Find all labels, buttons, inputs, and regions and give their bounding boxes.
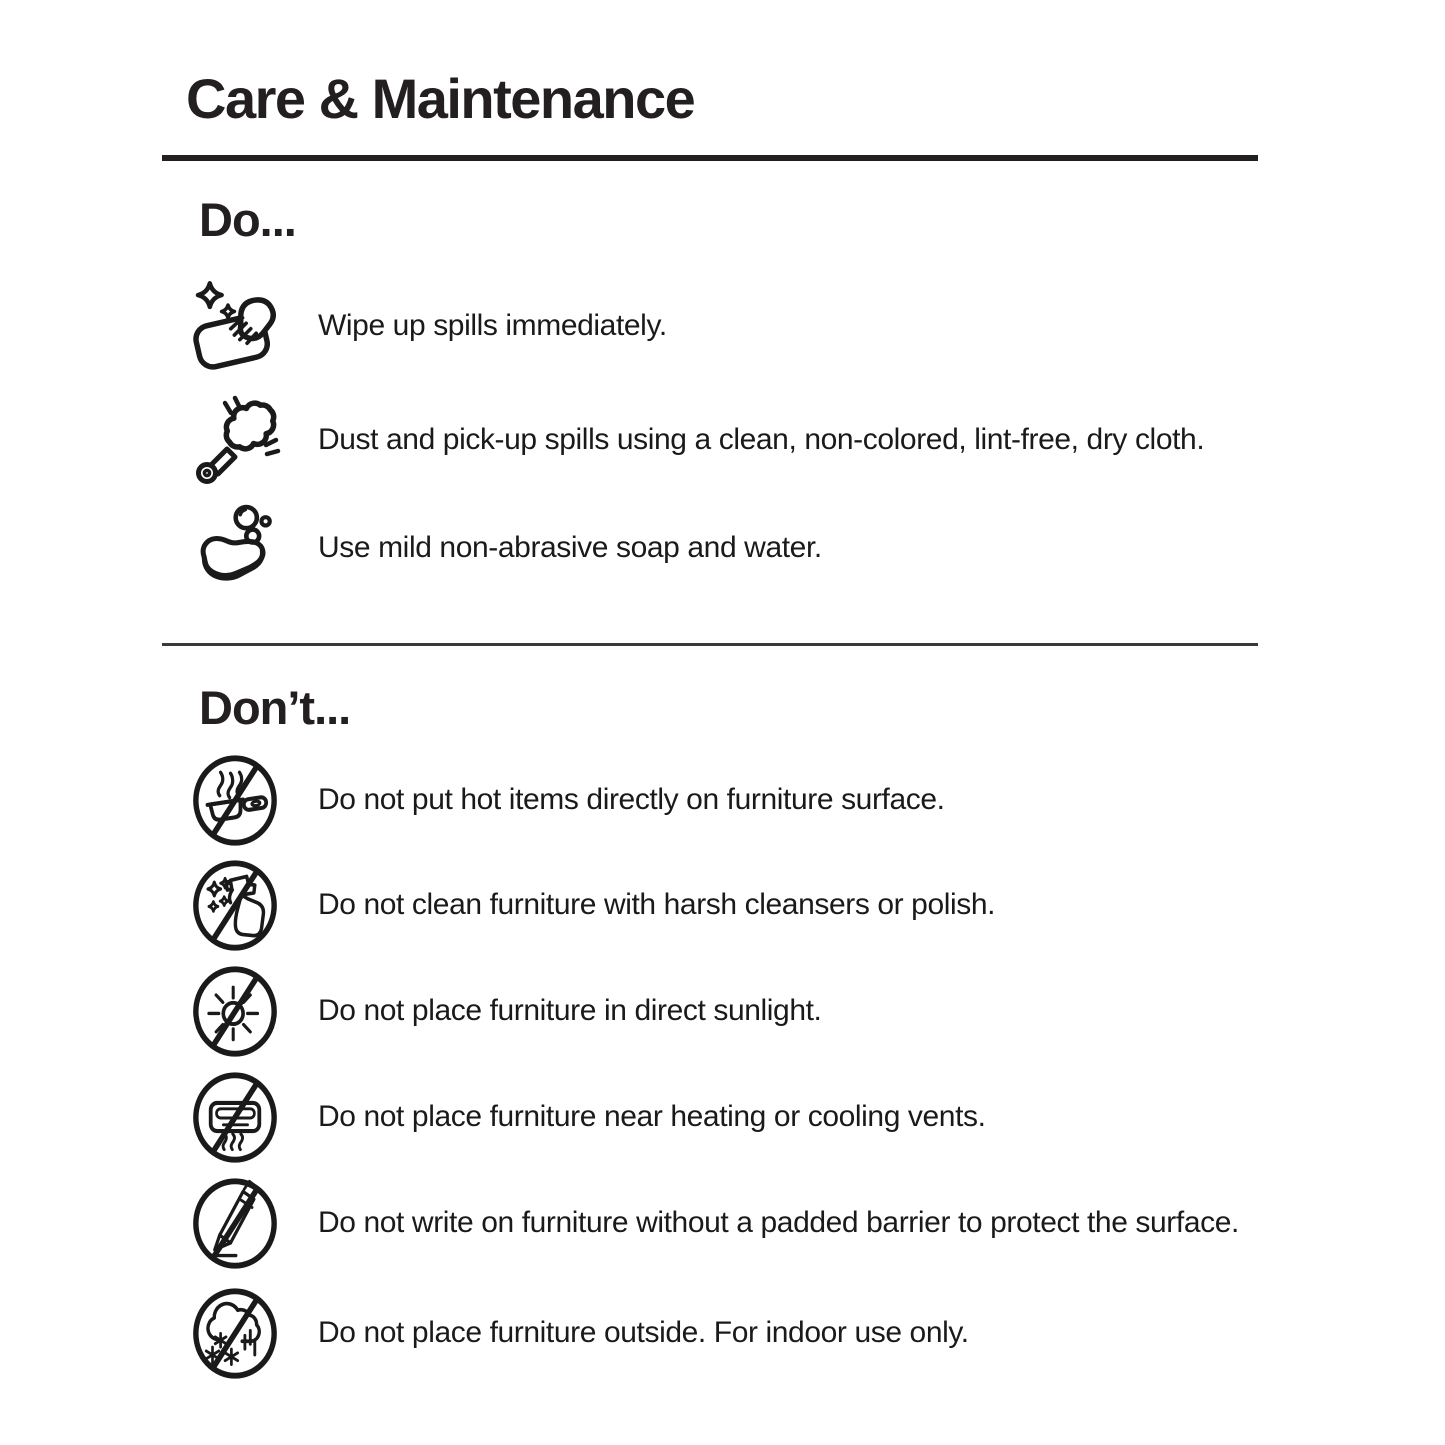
dont-item-text: Do not write on furniture without a padded barrier to protect the surface. (318, 1206, 1239, 1239)
no-outdoor-icon (190, 1285, 280, 1382)
do-item-text: Wipe up spills immediately. (318, 309, 667, 342)
no-harsh-cleansers-icon (190, 857, 280, 954)
no-direct-sunlight-icon (190, 963, 280, 1060)
dont-item-text: Do not place furniture near heating or cooling vents. (318, 1100, 986, 1133)
do-item-text: Dust and pick-up spills using a clean, non-colored, lint-free, dry cloth. (318, 423, 1205, 456)
dont-item-text: Do not place furniture outside. For indoor use only. (318, 1316, 969, 1349)
dont-item-row (190, 1173, 1239, 1273)
do-section-heading: Do... (199, 193, 296, 246)
page-title: Care & Maintenance (186, 67, 695, 130)
dont-section-heading: Don’t... (199, 681, 351, 734)
wipe-hand-icon (188, 279, 288, 373)
dont-item-row (190, 750, 945, 850)
no-writing-icon (190, 1175, 280, 1272)
do-item-text: Use mild non-abrasive soap and water. (318, 531, 822, 564)
dont-item-row (190, 961, 821, 1061)
dont-item-text: Do not put hot items directly on furniture surface. (318, 783, 945, 816)
no-heating-vents-icon (190, 1069, 280, 1166)
do-item-row (188, 390, 1204, 490)
duster-icon (188, 388, 288, 492)
title-divider-rule (162, 155, 1258, 161)
do-item-row (188, 498, 822, 598)
do-item-row (188, 276, 667, 376)
dont-item-text: Do not place furniture in direct sunlight. (318, 994, 822, 1027)
dont-item-text: Do not clean furniture with harsh cleansers or polish. (318, 888, 996, 921)
dont-item-row (190, 1067, 986, 1167)
no-hot-items-icon (190, 752, 280, 849)
dont-item-row (190, 1283, 969, 1383)
soap-icon (188, 499, 288, 597)
section-divider-rule (162, 643, 1258, 646)
dont-item-row (190, 855, 995, 955)
